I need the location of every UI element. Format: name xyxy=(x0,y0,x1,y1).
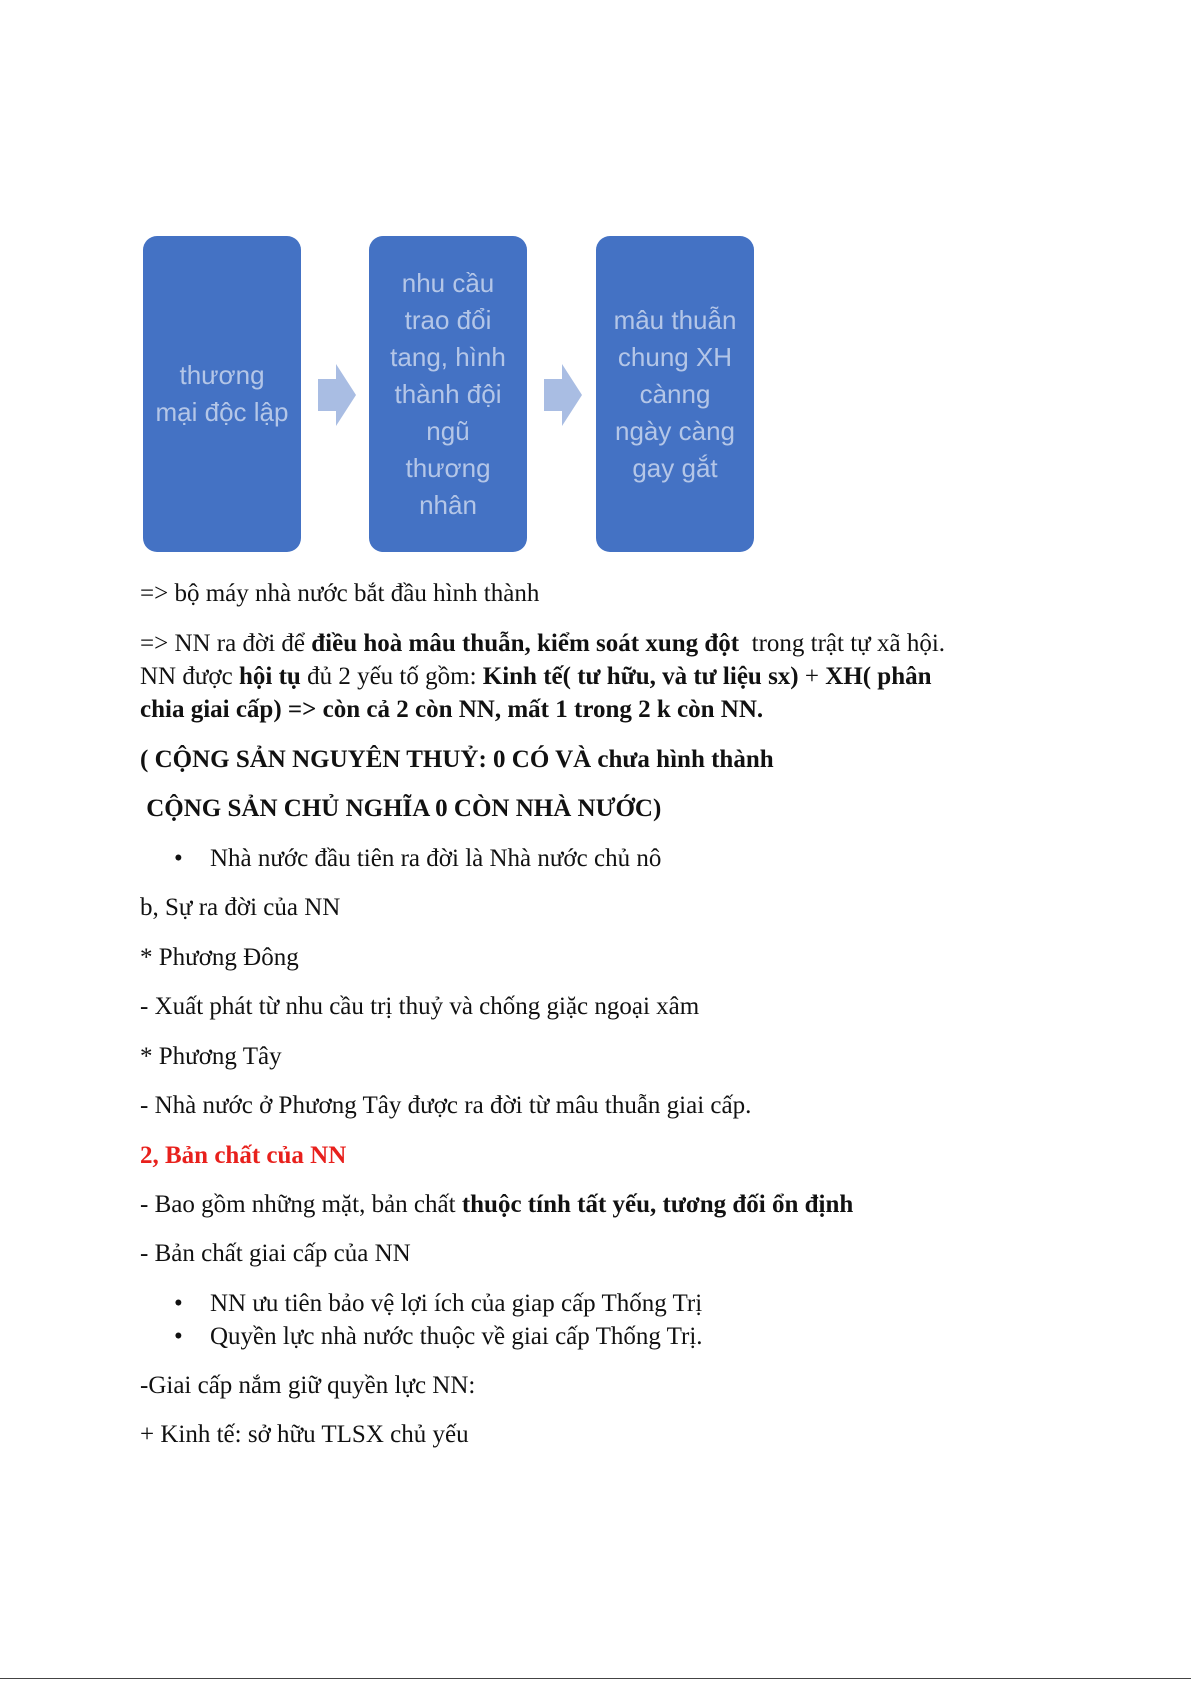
text-run: => NN ra đời để xyxy=(140,630,312,657)
bullet-icon: • xyxy=(174,1290,183,1317)
text-run: đủ 2 yếu tố gồm: xyxy=(300,663,483,690)
text-run: trong trật tự xã hội. xyxy=(739,630,946,657)
text-run: NN được xyxy=(140,663,239,690)
process-diagram xyxy=(0,0,1191,560)
paragraph-line: - Nhà nước ở Phương Tây được ra đời từ mâu thuẫn giai cấp. xyxy=(140,1092,752,1119)
paragraph-line: + Kinh tế: sở hữu TLSX chủ yếu xyxy=(140,1421,469,1448)
paragraph-line xyxy=(140,627,945,660)
diagram-box-trade-text: thương mại độc lập xyxy=(155,360,289,427)
diagram-box-conflict xyxy=(596,236,754,552)
list-item-text: Quyền lực nhà nước thuộc về giai cấp Thống Trị. xyxy=(210,1323,703,1350)
paragraph-line xyxy=(140,660,932,693)
paragraph-line: -Giai cấp nắm giữ quyền lực NN: xyxy=(140,1372,476,1399)
paragraph-line: * Phương Đông xyxy=(140,944,299,971)
paragraph-line: => bộ máy nhà nước bắt đầu hình thành xyxy=(140,580,540,607)
paragraph-line: chia giai cấp) => còn cả 2 còn NN, mất 1 trong 2 k còn NN. xyxy=(140,696,764,723)
paragraph-line: - Xuất phát từ nhu cầu trị thuỷ và chống giặc ngoại xâm xyxy=(140,993,700,1020)
bold-text: XH( phân xyxy=(825,663,932,690)
text-run: - Bao gồm những mặt, bản chất xyxy=(140,1191,462,1218)
subheading: b, Sự ra đời của NN xyxy=(140,894,341,921)
bullet-icon: • xyxy=(174,845,183,872)
page-bottom-rule xyxy=(0,1678,1191,1679)
section-heading: 2, Bản chất của NN xyxy=(140,1142,347,1169)
bold-text: thuộc tính tất yếu, tương đối ổn định xyxy=(461,1191,854,1218)
diagram-box-conflict-text: mâu thuẫn chung XH cànng ngày càng gay gắt xyxy=(613,304,737,483)
list-item-text: Nhà nước đầu tiên ra đời là Nhà nước chủ nô xyxy=(210,845,662,872)
paragraph-line: ( CỘNG SẢN NGUYÊN THUỶ: 0 CÓ VÀ chưa hình thành xyxy=(140,746,774,773)
diagram-box-exchange xyxy=(369,236,527,552)
diagram-box-trade xyxy=(143,236,301,552)
text-run: + xyxy=(798,663,826,690)
bullet-icon: • xyxy=(174,1323,183,1350)
bold-text: hội tụ xyxy=(238,663,301,690)
paragraph-line xyxy=(140,1188,853,1221)
bold-text: điều hoà mâu thuẫn, kiểm soát xung đột xyxy=(311,630,740,657)
paragraph-line: * Phương Tây xyxy=(140,1043,282,1070)
bold-text: Kinh tế( tư hữu, và tư liệu sx) xyxy=(482,663,799,690)
diagram-box-exchange-text: nhu cầu trao đổi tang, hình thành đội ngũ thương nhân xyxy=(390,267,506,520)
paragraph-line: CỘNG SẢN CHỦ NGHĨA 0 CÒN NHÀ NƯỚC) xyxy=(140,795,662,822)
paragraph-line: - Bản chất giai cấp của NN xyxy=(140,1240,411,1267)
list-item-text: NN ưu tiên bảo vệ lợi ích của giap cấp Thống Trị xyxy=(210,1290,703,1317)
